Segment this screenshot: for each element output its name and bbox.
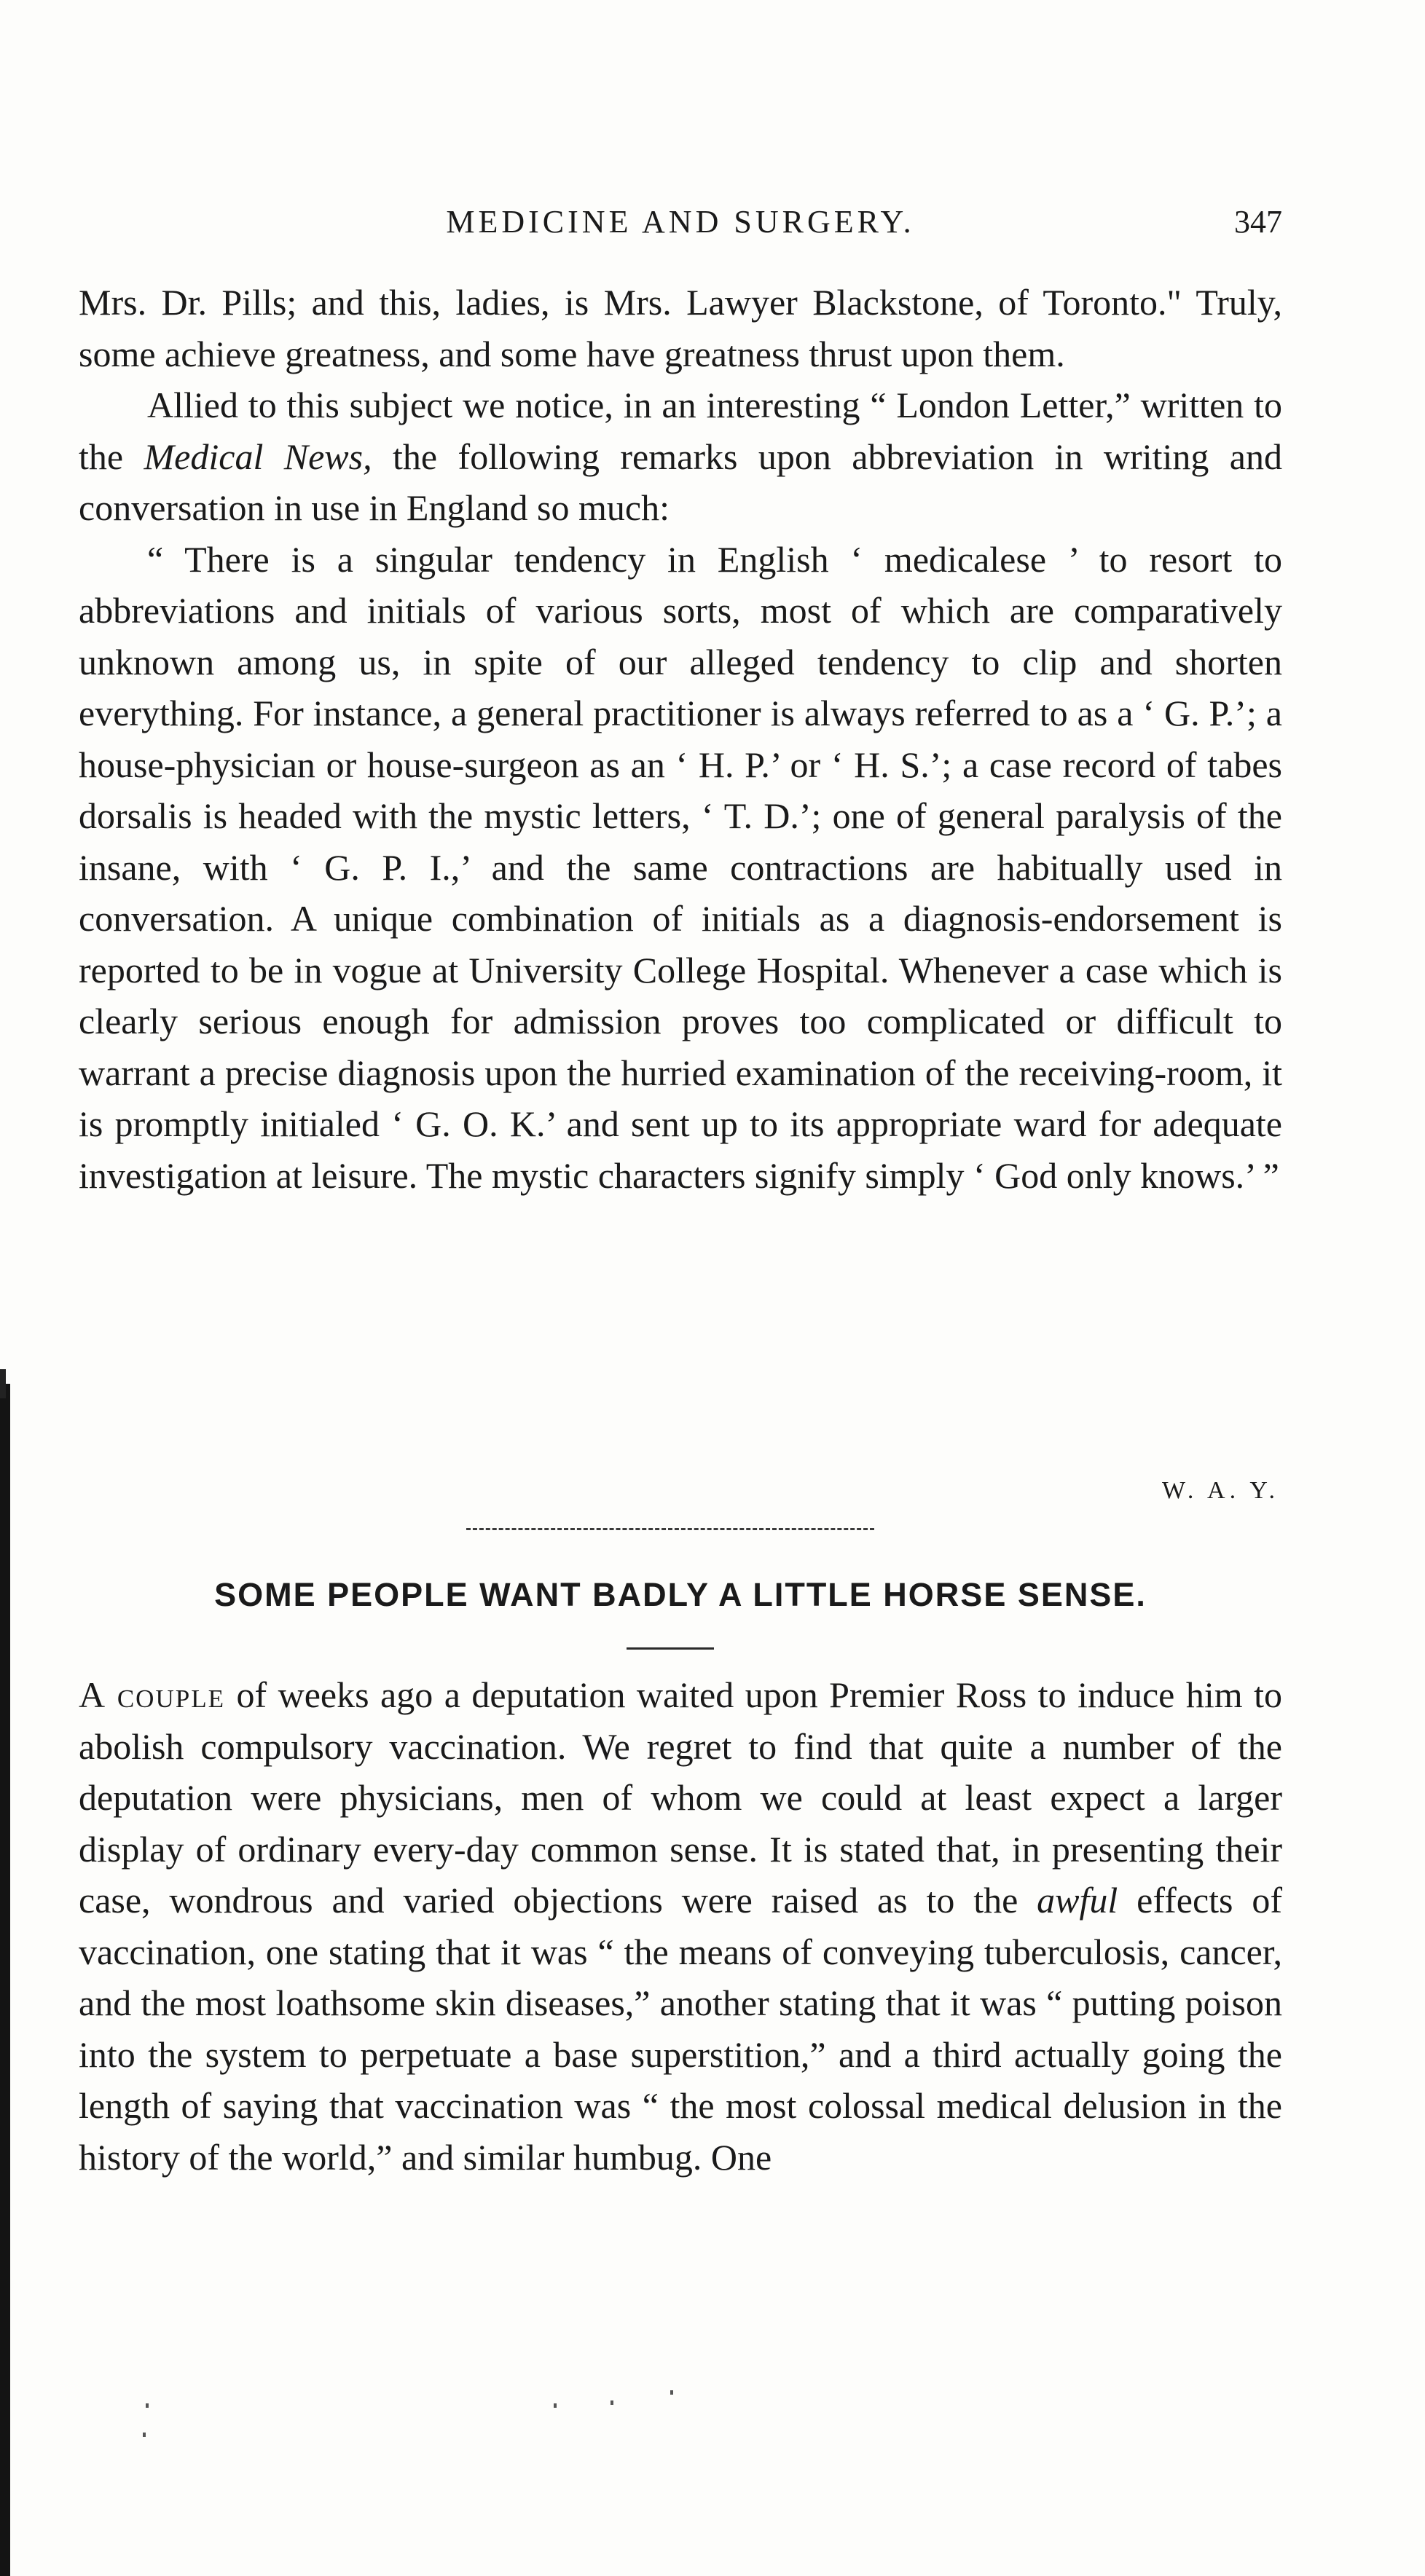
emphasis-word: awful xyxy=(1037,1880,1118,1921)
paragraph-deputation-start: of weeks ago a deputation waited upon Premier Ross to induce him to abolish compulsory vaccination. We regret to find that quite a number of the deputation were physicians, men of whom we could at least expect a larger display of ordinary every-day common sense. It is stated that, in presenting their case, wondrous and varied objections were raised as to the xyxy=(79,1674,1282,1921)
running-head xyxy=(79,197,1282,248)
paragraph-continuation: Mrs. Dr. Pills; and this, ladies, is Mrs. Lawyer Blackstone, of Toronto." Truly, some achieve greatness, and some have greatness thrust upon them. xyxy=(79,282,1282,374)
speck xyxy=(143,2433,146,2437)
paragraph-allied-start: Allied to this subject we notice, in an interesting “ London Letter,” written to the xyxy=(79,385,1282,477)
speck xyxy=(146,2403,149,2408)
binding-mark xyxy=(0,1369,6,1398)
title-rule xyxy=(627,1647,714,1650)
paragraph-allied-end: the following remarks upon abbreviation in writing and conversation in use in England so much: xyxy=(79,436,1282,528)
journal-title: Medical News, xyxy=(144,436,372,477)
speck xyxy=(670,2390,673,2395)
lead-words: A couple xyxy=(79,1674,225,1715)
author-signature: W. A. Y. xyxy=(1161,1477,1279,1504)
page-binding-edge xyxy=(0,1384,10,2576)
paragraph-deputation xyxy=(79,1669,1282,2183)
page-number: 347 xyxy=(1234,204,1282,240)
speck xyxy=(611,2400,613,2405)
paragraph-allied xyxy=(79,379,1282,534)
running-head-title: MEDICINE AND SURGERY. xyxy=(446,204,915,240)
block-quote: “ There is a singular tendency in English ‘ medicalese ’ to resort to abbreviations and initials of various sorts, most of which are comparatively unknown among us, in spite of our alleged tendency to clip and shorten everything. For instance, a general practitioner is always referred to as a ‘ G. P.’; a house-physician or house-surgeon as an ‘ H. P.’ or ‘ H. S.’; a case record of tabes dorsalis is headed with the mystic letters, ‘ T. D.’; one of general paralysis of the insane, with ‘ G. P. I.,’ and the same contractions are habitually used in conversation. A unique combination of initials as a diagnosis-endorsement is reported to be in vogue at University College Hospital. Whenever a case which is clearly serious enough for admission proves too complicated or difficult to warrant a precise diagnosis upon the hurried examination of the receiving-room, it is promptly initialed ‘ G. O. K.’ and sent up to its appropriate ward for adequate investigation at leisure. The mystic characters signify simply ‘ God only knows.’ ” xyxy=(79,538,1282,1196)
section-divider xyxy=(466,1528,874,1530)
article-title: SOME PEOPLE WANT BADLY A LITTLE HORSE SENSE. xyxy=(214,1576,1147,1613)
speck xyxy=(554,2403,557,2408)
paragraph-deputation-end: effects of vaccination, one stating that it was “ the means of conveying tuberculosis, cancer, and the most loathsome skin diseases,” another stating that it was “ putting poison into the system to perpetuate a base superstition,” and a third actually going the length of saying that vaccination was “ the most colossal medical delusion in the history of the world,” and similar humbug. One xyxy=(79,1880,1282,2178)
section-two-text xyxy=(79,1669,1282,2183)
section-one-text xyxy=(79,277,1282,1201)
